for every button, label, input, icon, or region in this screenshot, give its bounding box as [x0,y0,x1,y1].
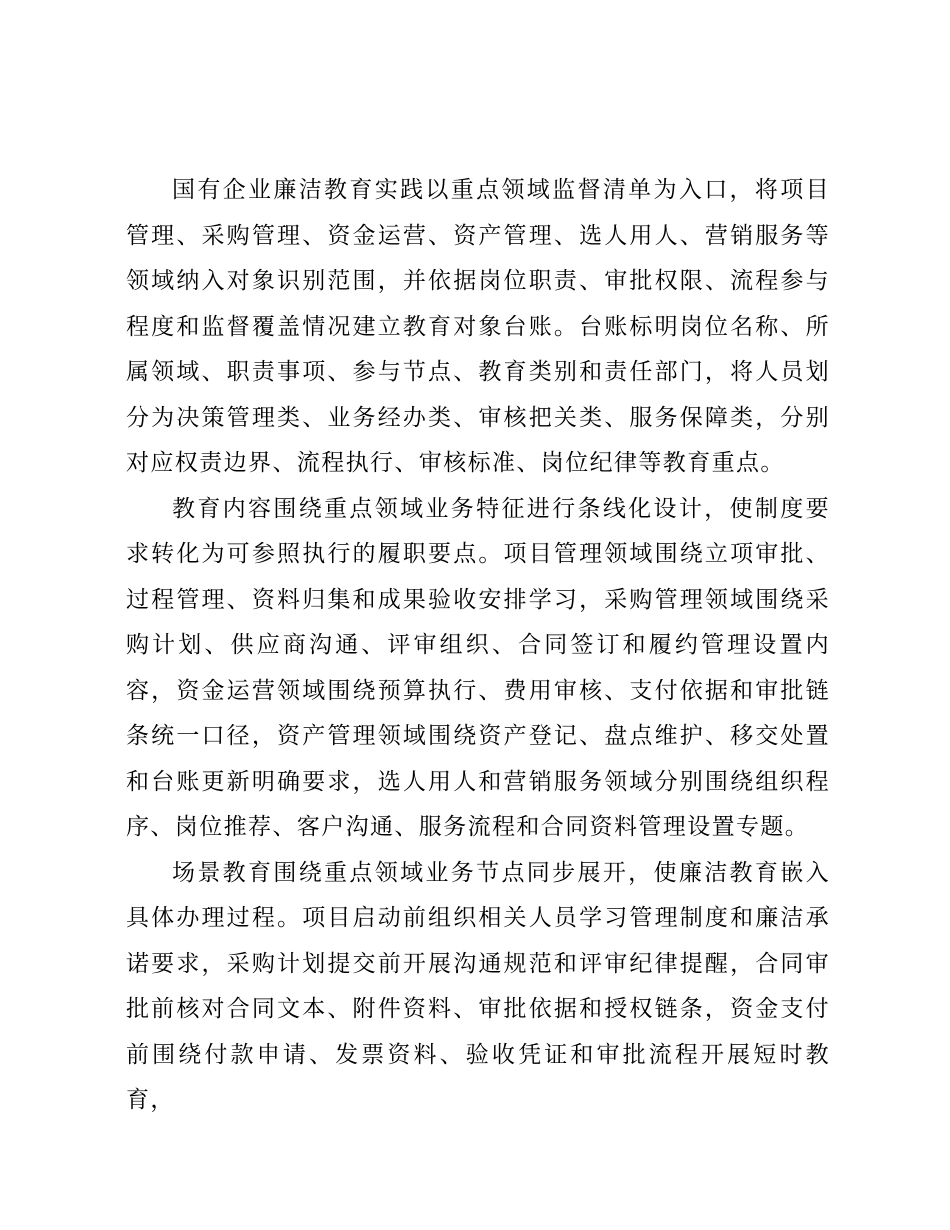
paragraph-1: 国有企业廉洁教育实践以重点领域监督清单为入口，将项目管理、采购管理、资金运营、资产管理、选人用人、营销服务等领域纳入对象识别范围，并依据岗位职责、审批权限、流程参与程度和监督覆盖情况建立教育对象台账。台账标明岗位名称、所属领域、职责事项、参与节点、教育类别和责任部门，将人员划分为决策管理类、业务经办类、审核把关类、服务保障类，分别对应权责边界、流程执行、审核标准、岗位纪律等教育重点。 [126,177,830,476]
paragraph-3: 场景教育围绕重点领域业务节点同步展开，使廉洁教育嵌入具体办理过程。项目启动前组织相关人员学习管理制度和廉洁承诺要求，采购计划提交前开展沟通规范和评审纪律提醒，合同审批前核对合同文本、附件资料、审批依据和授权链条，资金支付前围绕付款申请、发票资料、验收凭证和审批流程开展短时教育， [126,859,830,1113]
document-body [126,168,830,1124]
paragraph-2: 教育内容围绕重点领域业务特征进行条线化设计，使制度要求转化为可参照执行的履职要点。项目管理领域围绕立项审批、过程管理、资料归集和成果验收安排学习，采购管理领域围绕采购计划、供应商沟通、评审组织、合同签订和履约管理设置内容，资金运营领域围绕预算执行、费用审核、支付依据和审批链条统一口径，资产管理领域围绕资产登记、盘点维护、移交处置和台账更新明确要求，选人用人和营销服务领域分别围绕组织程序、岗位推荐、客户沟通、服务流程和合同资料管理设置专题。 [126,495,830,840]
